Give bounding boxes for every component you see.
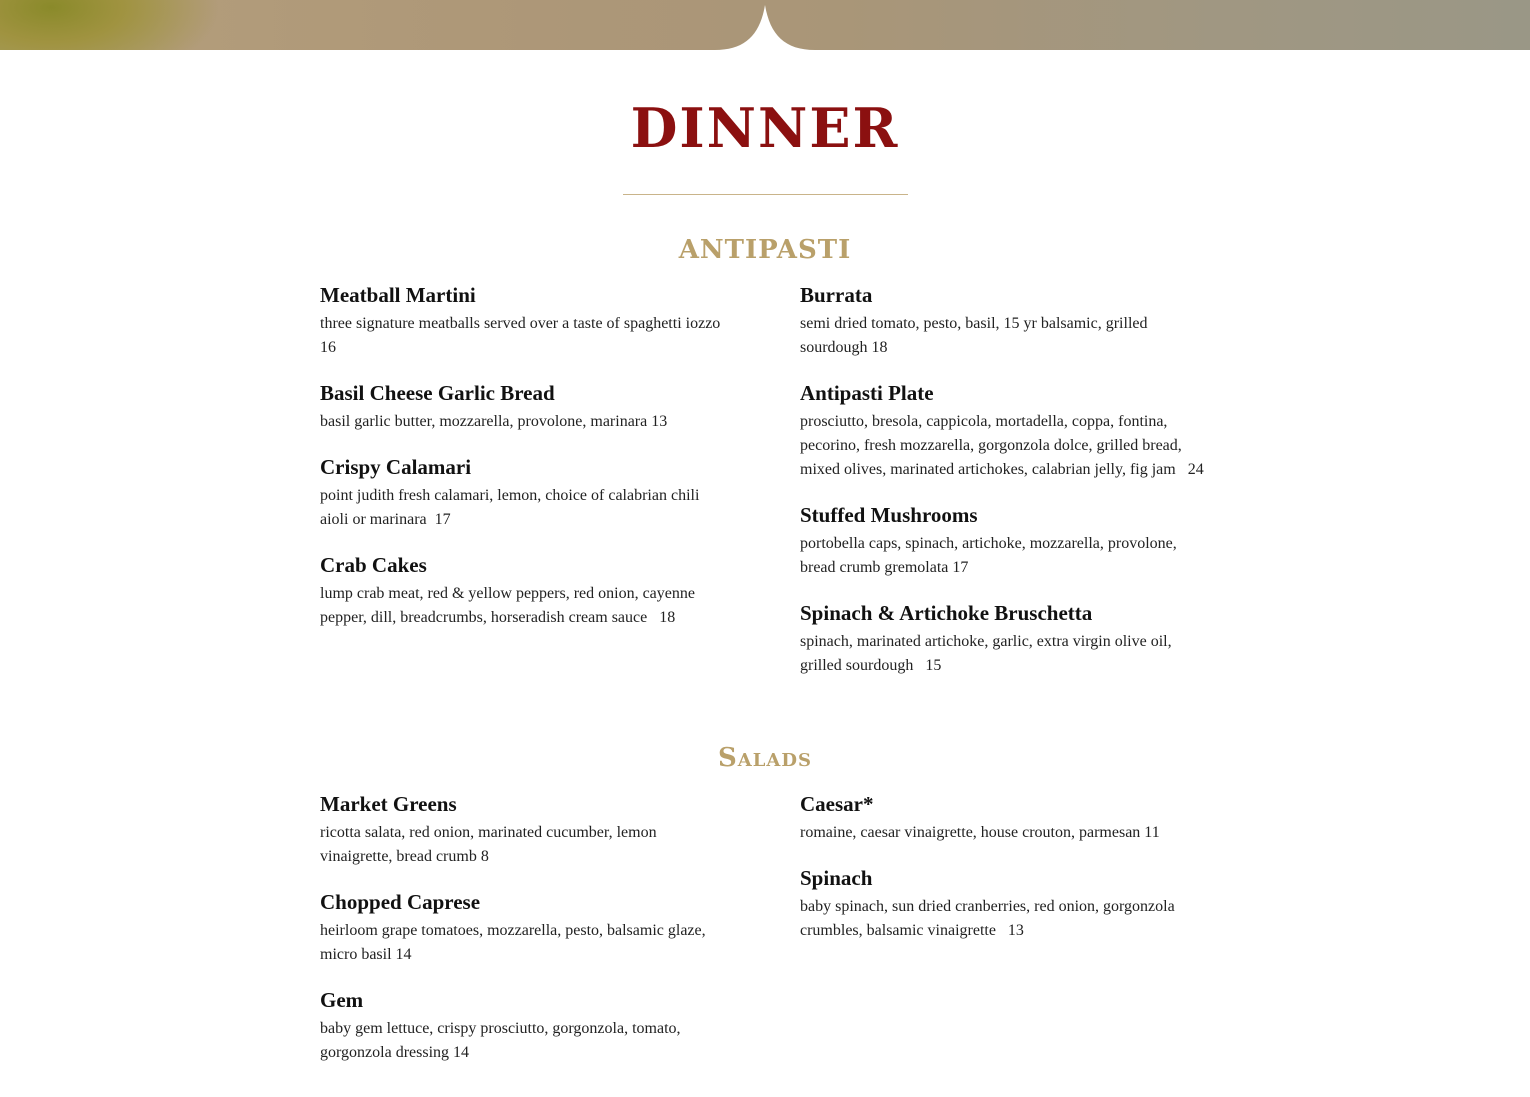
menu-item <box>320 282 730 360</box>
menu-item-description: basil garlic butter, mozzarella, provolone, marinara 13 <box>320 413 668 430</box>
menu-item-description: lump crab meat, red & yellow peppers, red onion, cayenne pepper, dill, breadcrumbs, horseradish cream sauce 18 <box>320 585 699 626</box>
olive-oil-bottle-image <box>0 0 220 50</box>
menu-item-name: Meatball Martini <box>320 283 476 307</box>
hero-banner-image <box>0 0 1530 50</box>
menu-item <box>320 380 730 434</box>
antipasti-left-column <box>320 282 730 650</box>
menu-item-name: Market Greens <box>320 792 457 816</box>
menu-item-name: Crispy Calamari <box>320 455 472 479</box>
menu-item-description: baby gem lettuce, crispy prosciutto, gorgonzola, tomato, gorgonzola dressing 14 <box>320 1020 685 1061</box>
menu-item <box>800 791 1210 845</box>
menu-item <box>800 502 1210 580</box>
menu-item-name: Gem <box>320 988 364 1012</box>
menu-item-name: Caesar* <box>800 792 874 816</box>
page-title: DINNER <box>630 96 900 160</box>
menu-item-description: romaine, caesar vinaigrette, house crouton, parmesan 11 <box>800 824 1160 841</box>
menu-item-description: point judith fresh calamari, lemon, choice of calabrian chili aioli or marinara 17 <box>320 487 704 528</box>
menu-item <box>320 454 730 532</box>
menu-item-name: Stuffed Mushrooms <box>800 503 978 527</box>
menu-item-description: three signature meatballs served over a taste of spaghetti iozzo 16 <box>320 315 725 356</box>
menu-item <box>320 791 730 869</box>
menu-item-description: spinach, marinated artichoke, garlic, extra virgin olive oil, grilled sourdough 15 <box>800 633 1176 674</box>
menu-item <box>320 987 730 1065</box>
menu-item-name: Antipasti Plate <box>800 381 934 405</box>
menu-item-name: Spinach <box>800 866 873 890</box>
menu-item-name: Burrata <box>800 283 873 307</box>
menu-item <box>320 552 730 630</box>
menu-item-description: semi dried tomato, pesto, basil, 15 yr balsamic, grilled sourdough 18 <box>800 315 1152 356</box>
menu-item <box>800 865 1210 943</box>
section-heading-antipasti: ANTIPASTI <box>678 235 852 265</box>
menu-item-description: ricotta salata, red onion, marinated cucumber, lemon vinaigrette, bread crumb 8 <box>320 824 661 865</box>
menu-item-description: heirloom grape tomatoes, mozzarella, pesto, balsamic glaze, micro basil 14 <box>320 922 710 963</box>
menu-item-description: prosciutto, bresola, cappicola, mortadella, coppa, fontina, pecorino, fresh mozzarella, gorgonzola dolce, grilled bread, mixed olives, marinated artichokes, calabrian jelly, fig jam 24 <box>800 413 1204 478</box>
menu-item-name: Basil Cheese Garlic Bread <box>320 381 555 405</box>
salads-left-column <box>320 791 730 1085</box>
antipasti-right-column <box>800 282 1210 698</box>
salads-right-column <box>800 791 1210 963</box>
menu-item <box>800 380 1210 482</box>
menu-item-name: Spinach & Artichoke Bruschetta <box>800 601 1093 625</box>
banner-notch-ornament <box>715 0 815 50</box>
section-heading-salads: Salads <box>718 743 812 773</box>
menu-item-name: Chopped Caprese <box>320 890 481 914</box>
menu-item-name: Crab Cakes <box>320 553 427 577</box>
menu-item-description: portobella caps, spinach, artichoke, mozzarella, provolone, bread crumb gremolata 17 <box>800 535 1181 576</box>
title-divider <box>623 194 908 195</box>
menu-item-description: baby spinach, sun dried cranberries, red onion, gorgonzola crumbles, balsamic vinaigrette 13 <box>800 898 1179 939</box>
menu-item <box>320 889 730 967</box>
menu-item <box>800 600 1210 678</box>
menu-item <box>800 282 1210 360</box>
